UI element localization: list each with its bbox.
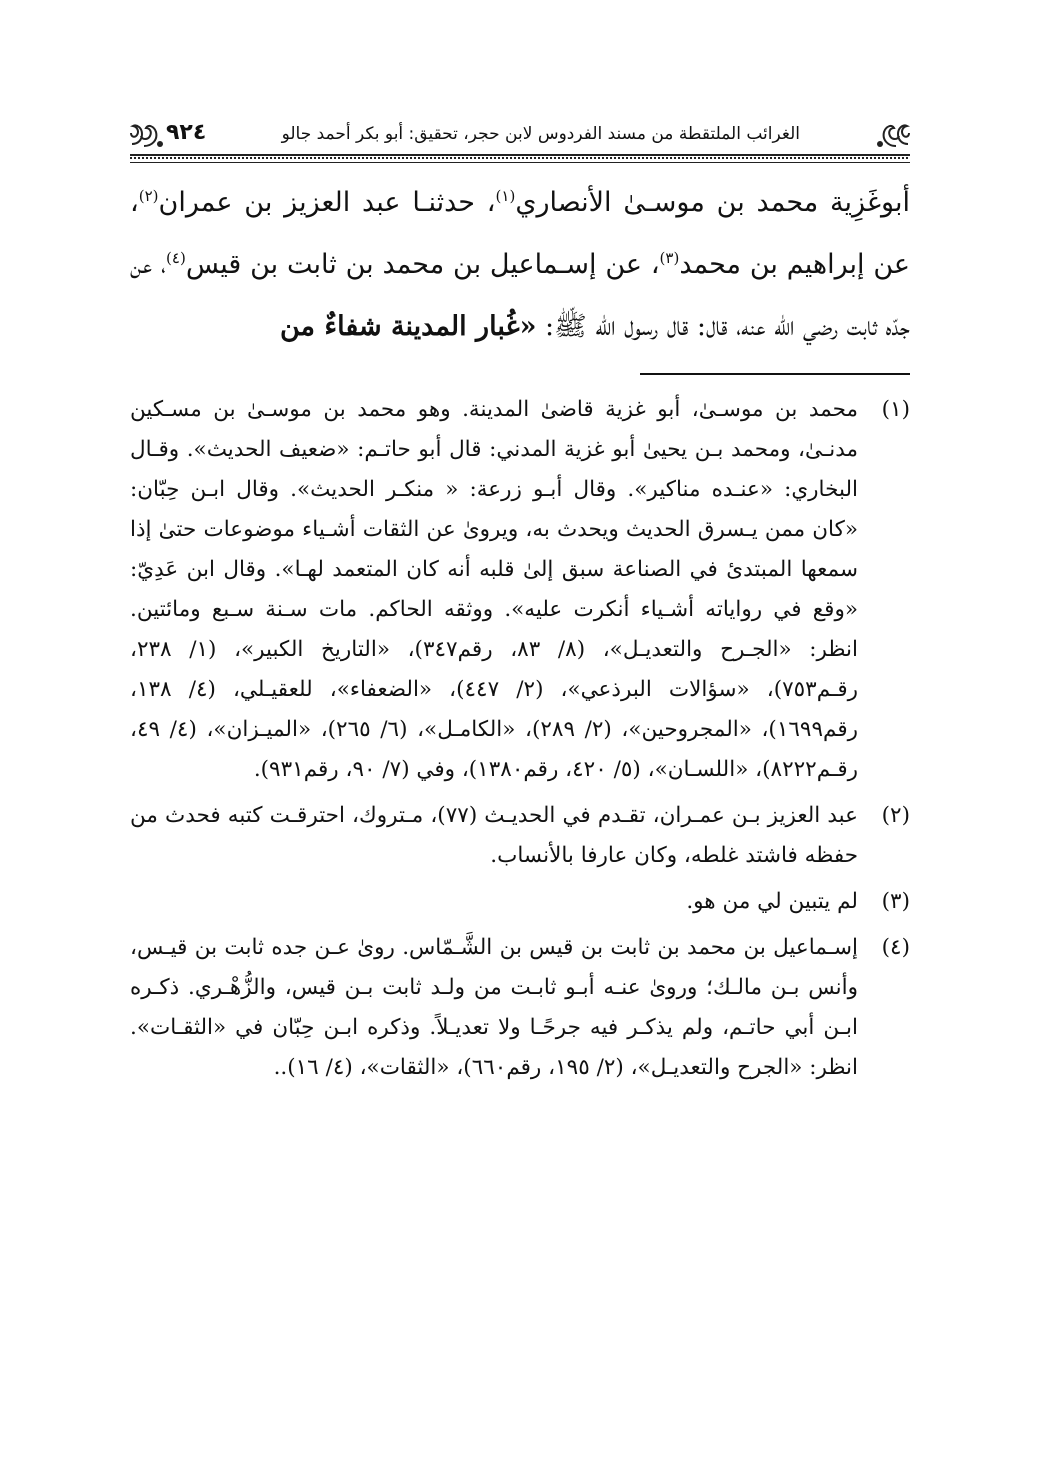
page-number: ٩٢٤ [166, 120, 207, 145]
footnote-text: محمد بن موسـىٰ، أبو غزية قاضىٰ المدينة. وهو محمد بن موسـىٰ بن مسـكين مدنـىٰ، ومحمد بـن يحيىٰ أبو غزية المدني: قال أبو حاتـم: «ضعيف الحديث». وقـال البخاري: «عنـده مناكير». وقال أبـو زرعة: « منكـر الحديث». وقال ابـن حِبّان: «كان ممن يـسرق الحديث ويحدث به، ويروىٰ عن الثقات أشـياء موضوعات حتىٰ إذا سمعها المبتدئ في الصناعة سبق إلىٰ قلبه أنه كان المتعمد لهـا». وقال ابن عَدِيّ: «وقع في رواياته أشـياء أنكرت عليه». ووثقه الحاكم. مات سـنة سـبع ومائتين. انظر: «الجـرح والتعديـل»، (٨/ ٨٣، رقم٣٤٧)، «التاريخ الكبير»، (١/ ٢٣٨، رقـم٧٥٣)، «سؤالات البرذعي»، (٢/ ٤٤٧)، «الضعفاء»، للعقيـلي، (٤/ ١٣٨، رقم١٦٩٩)، «المجروحين»، (٢/ ٢٨٩)، «الكامـل»، (٦/ ٢٦٥)، «الميـزان»، (٤/ ٤٩، رقـم٨٢٢٢)، «اللسـان»، (٥/ ٤٢٠، رقم١٣٨٠)، وفي (٧/ ٩٠، رقم٩٣١). [130, 397, 859, 782]
hadith-text: «غُبار المدينة شفاءٌ من [279, 311, 537, 342]
main-line-2c: ، عن [130, 249, 167, 280]
main-line-1a: أبوغَزِية محمد بن موسـىٰ الأنصاري [515, 187, 911, 218]
footnote-number: (٤) [881, 935, 910, 960]
footnote-number: (٣) [881, 889, 910, 914]
main-line-1b: ، حدثنـا عبد العزيز بن عمران [158, 187, 496, 218]
footnote-4 [130, 928, 910, 1088]
main-line-3a: جدّه ثابت رضي الله عنه، قال: قال رسول الله ﷺ: [536, 311, 910, 342]
footnote-number: (٢) [881, 803, 910, 828]
footnote-text: إسـماعيل بن محمد بن ثابت بن قيس بن الشَّـمّاس. روىٰ عـن جده ثابت بن قيـس، وأنس بـن مالـك؛ وروىٰ عنـه أبـو ثابـت من ولـد ثابت بـن قيس، والزُّهْـري. ذكـره ابـن أبي حاتـم، ولم يذكـر فيه جرحًـا ولا تعديـلاً. وذكره ابـن حِبّان في «الثقـات». انظر: «الجرح والتعديـل»، (٢/ ١٩٥، رقم٦٦٠)، «الثقات»، (٤/ ١٦).. [130, 935, 858, 1080]
header-title: الغرائب الملتقطة من مسند الفردوس لابن حجر، تحقيق: أبو بكر أحمد جالو [281, 124, 800, 144]
header-rule [130, 154, 910, 163]
footnote-ref-3[interactable]: (٣) [659, 249, 680, 267]
footnote-text: لم يتبين لي من هو. [686, 889, 858, 914]
main-line-2a: عن إبراهيم بن محمد [679, 249, 910, 280]
footnote-text: عبد العزيز بـن عمـران، تقـدم في الحديـث (٧٧)، مـتروك، احترقـت كتبه فحدث من حفظه فاشتد غلطه، وكان عارفا بالأنساب. [130, 803, 858, 868]
footnote-ref-1[interactable]: (١) [495, 187, 516, 205]
footnote-3 [130, 882, 910, 922]
main-text [130, 172, 910, 358]
ornament-right-icon [872, 118, 910, 150]
main-line-1c: ، [130, 187, 139, 218]
footnote-number: (١) [881, 397, 910, 422]
footnote-ref-2[interactable]: (٢) [138, 187, 159, 205]
main-line-2b: ، عن إسـماعيل بن محمد بن ثابت بن قيس [185, 249, 660, 280]
ornament-left-icon [130, 118, 168, 150]
footnote-ref-4[interactable]: (٤) [166, 249, 186, 267]
footnote-separator [640, 373, 910, 375]
running-header [130, 118, 910, 158]
footnote-1 [130, 390, 910, 790]
main-paragraph [130, 172, 910, 358]
footnote-2 [130, 796, 910, 876]
footnotes [130, 390, 910, 1094]
